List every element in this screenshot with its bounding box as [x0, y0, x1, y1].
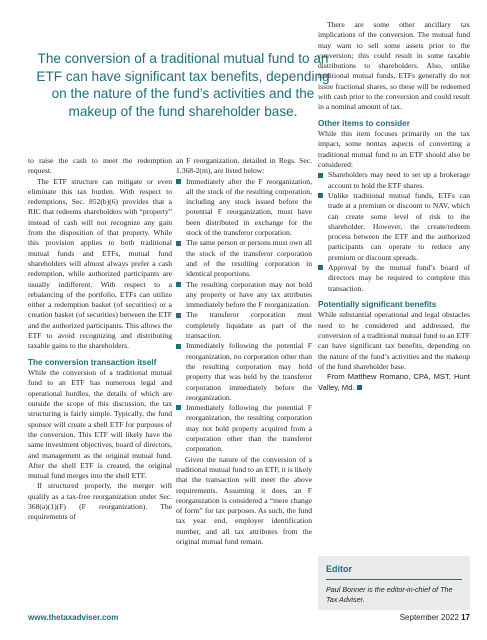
- footer-page-info: [400, 613, 470, 622]
- list-item: The transferor corporation must completely liquidate as part of the transaction.: [176, 310, 312, 341]
- section-heading-benefits: Potentially significant benefits: [318, 299, 437, 309]
- author-text: From Matthew Romano, CPA, MST, Hunt Valley, Md.: [318, 372, 470, 392]
- col3-paragraph: While substantial operational and legal obstacles need to be considered and addressed, the conversion of a traditional mutual fund to an ETF can have significant tax benefits, depending on the nature of the fund’s activities and the makeup of the fund shareholder base.: [318, 310, 470, 371]
- list-item: Immediately after the F reorganization, all the stock of the resulting corporation, including any stock issued before the potential F reorganization, must have been distributed in exchange for the stock of the transferor corporation.: [176, 177, 312, 239]
- list-item: The same person or persons must own all the stock of the transferor corporation and of the resulting corporation in identical proportions.: [176, 238, 312, 279]
- footer-url[interactable]: www.thetaxadviser.com: [28, 613, 119, 622]
- editor-title: Editor: [326, 564, 352, 574]
- col1-paragraph: If structured properly, the merger will qualify as a tax-free reorganization under Sec. 368(a)(1)(F) (F reorganization). The requirements of: [28, 481, 172, 522]
- author-credit: [318, 372, 470, 393]
- considerations-list: [318, 170, 470, 294]
- section-heading-other-items: Other items to consider: [318, 118, 410, 128]
- col3-paragraph: While this item focuses primarily on the tax impact, some nontax aspects of converting a traditional mutual fund to an ETF should also be considered:: [318, 129, 470, 170]
- list-item: Unlike traditional mutual funds, ETFs can trade at a premium or discount to NAV, which can create some level of risk to the shareholder. However, the create/redeem process between the ETF and the authorized participants can operate to reduce any premium or discount spreads.: [318, 191, 470, 263]
- section-heading-conversion: The conversion transaction itself: [28, 357, 157, 367]
- column-1: [28, 156, 172, 523]
- column-3: [318, 20, 470, 393]
- list-item: Immediately following the potential F reorganization, the resulting corporation may not hold property acquired from a corporation other than the transferor corporation.: [176, 403, 312, 454]
- list-item: Immediately following the potential F reorganization, no corporation other than the resulting corporation may hold property that was held by the transferor corporation immediately before the reorganization.: [176, 341, 312, 403]
- requirements-list: [176, 177, 312, 455]
- col2-paragraph: Given the nature of the conversion of a traditional mutual fund to an ETF, it is likely that the transaction will meet the above requirements. Assuming it does, an F reorganization is considered a “mere change of form” for tax purposes. As such, the fund tax year end, employer identification number, and all tax attributes from the original mutual fund remain.: [176, 454, 312, 546]
- col1-paragraph: to raise the cash to meet the redemption request.: [28, 156, 172, 176]
- list-item: Shareholders may need to set up a brokerage account to hold the ETF shares.: [318, 170, 470, 191]
- list-item: The resulting corporation may not hold any property or have any tax attributes immediately before the F reorganization.: [176, 280, 312, 311]
- editor-body: Paul Bonner is the editor-in-chief of The Tax Adviser.: [326, 585, 453, 604]
- pull-quote: The conversion of a traditional mutual fund to an ETF can have significant tax benefits, depending on the nature of the fund’s activities and the makeup of the fund shareholder base.: [36, 51, 330, 119]
- page-number: 17: [461, 613, 470, 622]
- editor-divider: [326, 579, 462, 580]
- col1-paragraph: The ETF structure can mitigate or even eliminate this tax burden. With respect to redemptions, Sec. 852(b)(6) provides that a RIC that redeems shareholders with “property” instead of cash will not recognize any gain from the disposition of that property. While this provision applies to both traditional mutual funds and ETFs, mutual fund shareholders will almost always prefer a cash redemption, while authorized participants are usually indifferent. With respect to a rebalancing of the portfolio, ETFs can utilize either a redemption basket (of securities) or a creation basket (of securities) between the ETF and the authorized participants. This allows the ETF to avoid recognizing and distributing taxable gains to the shareholders.: [28, 176, 172, 351]
- footer-date: September 2022: [399, 613, 459, 622]
- column-2: [176, 156, 312, 547]
- editor-box: [318, 556, 470, 610]
- end-mark-icon: [357, 385, 362, 390]
- col2-intro: an F reorganization, detailed in Regs. Sec. 1.368-2(m), are listed below:: [176, 156, 312, 176]
- col3-paragraph: There are some other ancillary tax implications of the conversion. The mutual fund may want to sell some assets prior to the conversion; this could result in some taxable distributions to shareholders. Also, unlike traditional mutual funds, ETFs generally do not issue fractional shares, so these will be redeemed with cash prior to the conversion and could result in a nominal amount of tax.: [318, 20, 470, 112]
- list-item: Approval by the mutual fund’s board of directors may be required to complete this transaction.: [318, 263, 470, 294]
- col1-paragraph: While the conversion of a traditional mutual fund to an ETF has numerous legal and operational hurdles, the details of which are outside the scope of this discussion, the tax structuring is fairly simple. Typically, the fund sponsor will create a shell ETF for purposes of the conversion. This ETF will likely have the same investment objectives, board of directors, and management as the original mutual fund. After the shell ETF is created, the original mutual fund merges into the shell ETF.: [28, 368, 172, 481]
